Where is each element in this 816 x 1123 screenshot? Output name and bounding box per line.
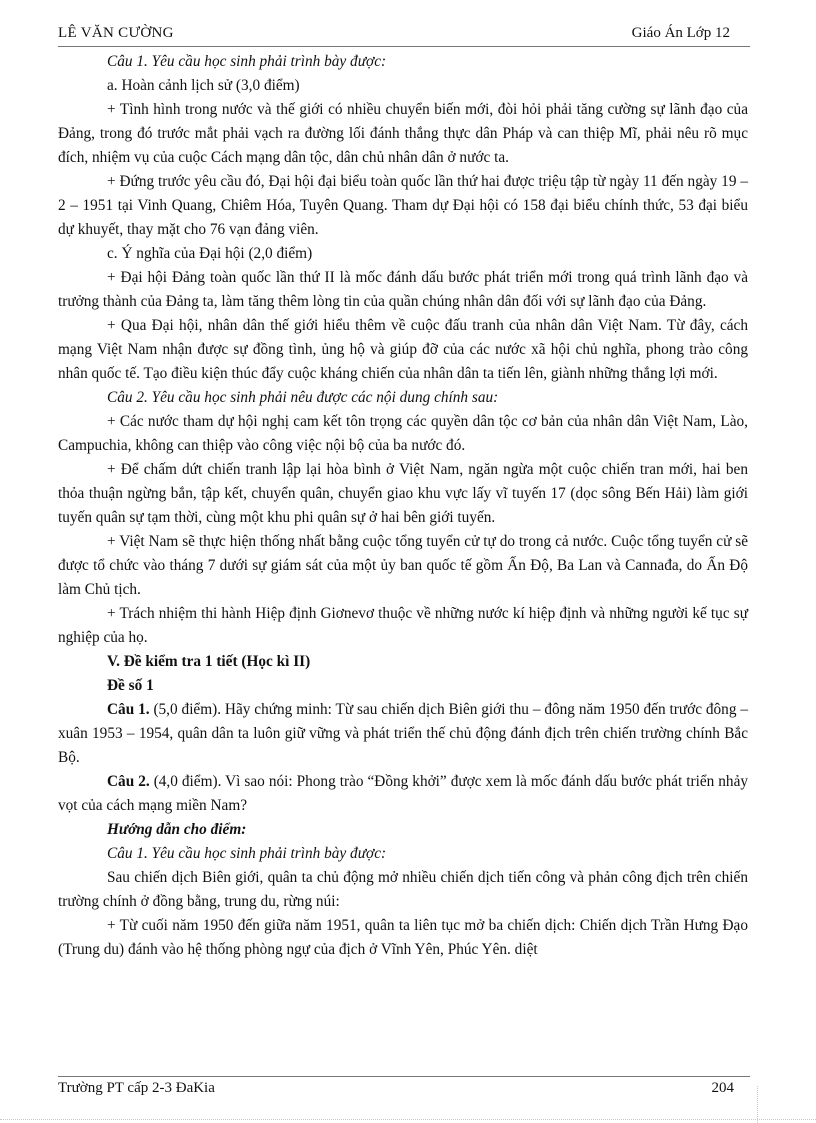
paragraph-text: V. Đề kiểm tra 1 tiết (Học kì II) — [107, 653, 311, 670]
paragraph — [58, 410, 748, 458]
paragraph — [58, 314, 748, 386]
document-body — [58, 50, 748, 962]
paragraph — [58, 74, 748, 98]
paragraph — [58, 386, 748, 410]
paragraph-text: Câu 1. Yêu cầu học sinh phải trình bày được: — [107, 53, 387, 70]
question — [58, 770, 748, 818]
footer-school: Trường PT cấp 2-3 ĐaKia — [58, 1080, 215, 1096]
paragraph-text: + Việt Nam sẽ thực hiện thống nhất bằng cuộc tổng tuyển cử tự do trong cả nước. Cuộc tổng tuyển cử sẽ được tổ chức vào tháng 7 dưới sự giám sát của một ủy ban quốc tế gồm Ấn Độ, Ba Lan và Cannađa, do Ấn Độ làm Chủ tịch. — [58, 533, 748, 598]
paragraph-text: Sau chiến dịch Biên giới, quân ta chủ động mở nhiều chiến dịch tiến công và phản công địch trên chiến trường chính ở đồng bằng, trung du, rừng núi: — [58, 869, 748, 910]
paragraph — [58, 242, 748, 266]
paragraph — [58, 266, 748, 314]
paragraph — [58, 458, 748, 530]
question-label: Câu 1. — [107, 701, 150, 718]
paragraph-text: + Đại hội Đảng toàn quốc lần thứ II là mốc đánh dấu bước phát triển mới trong quá trình lãnh đạo và trưởng thành của Đảng ta, làm tăng thêm lòng tin của quần chúng nhân dân đối với sự lãnh đạo của Đảng. — [58, 269, 748, 310]
paragraph-text: Hướng dẫn cho điểm: — [107, 821, 247, 838]
paragraph-text: Câu 2. Yêu cầu học sinh phải nêu được các nội dung chính sau: — [107, 389, 499, 406]
paragraph — [58, 530, 748, 602]
paragraph — [58, 170, 748, 242]
page-edge-guide — [0, 1119, 816, 1120]
header-divider — [58, 46, 750, 47]
paragraph — [58, 98, 748, 170]
paragraph-text: (4,0 điểm). Vì sao nói: Phong trào “Đồng khởi” được xem là mốc đánh dấu bước phát triển nhảy vọt của cách mạng miền Nam? — [58, 773, 749, 814]
paragraph — [58, 914, 748, 962]
paragraph-text: Câu 1. Yêu cầu học sinh phải trình bày được: — [107, 845, 387, 862]
page-corner-guide — [757, 1086, 758, 1123]
paragraph-text: + Trách nhiệm thi hành Hiệp định Giơnevơ thuộc về những nước kí hiệp định và những người kế tục sự nghiệp của họ. — [58, 605, 748, 646]
paragraph-text: + Để chấm dứt chiến tranh lập lại hòa bình ở Việt Nam, ngăn ngừa một cuộc chiến tran mới, hai ben thỏa thuận ngừng bắn, tập kết, chuyển quân, chuyển giao khu vực lấy vĩ tuyến 17 (dọc sông Bến Hải) làm giới tuyến quân sự tạm thời, cùng một khu phi quân sự ở hai bên giới tuyến. — [58, 461, 748, 526]
paragraph-text: Đề số 1 — [107, 677, 154, 694]
paragraph-text: c. Ý nghĩa của Đại hội (2,0 điểm) — [107, 245, 313, 262]
question-label: Câu 2. — [107, 773, 150, 790]
paragraph — [58, 842, 748, 866]
paragraph-text: (5,0 điểm). Hãy chứng minh: Từ sau chiến dịch Biên giới thu – đông năm 1950 đến trước đông – xuân 1953 – 1954, quân dân ta luôn giữ vững và phát triển thế chủ động đánh địch trên chiến trường chính Bắc Bộ. — [58, 701, 749, 766]
paragraph — [58, 50, 748, 74]
grading-heading — [58, 818, 748, 842]
paragraph — [58, 602, 748, 650]
paragraph-text: a. Hoàn cảnh lịch sử (3,0 điểm) — [107, 77, 300, 94]
exam-title — [58, 674, 748, 698]
header-author: LÊ VĂN CƯỜNG — [58, 25, 174, 41]
paragraph-text: + Đứng trước yêu cầu đó, Đại hội đại biểu toàn quốc lần thứ hai được triệu tập từ ngày 11 đến ngày 19 – 2 – 1951 tại Vinh Quang, Chiêm Hóa, Tuyên Quang. Tham dự Đại hội có 158 đại biểu chính thức, 53 đại biểu dự khuyết, thay mặt cho 76 vạn đảng viên. — [58, 173, 748, 238]
paragraph-text: + Các nước tham dự hội nghị cam kết tôn trọng các quyền dân tộc cơ bản của nhân dân Việt Nam, Lào, Campuchia, không can thiệp vào công việc nội bộ của ba nước đó. — [58, 413, 748, 454]
paragraph-text: + Qua Đại hội, nhân dân thế giới hiểu thêm về cuộc đấu tranh của nhân dân Việt Nam. Từ đây, cách mạng Việt Nam nhận được sự đồng tình, ủng hộ và giúp đỡ của các nước xã hội chủ nghĩa, phong trào công nhân quốc tế. Tạo điều kiện thúc đẩy cuộc kháng chiến của nhân dân ta tiến lên, giành những thắng lợi mới. — [58, 317, 748, 382]
header-subject: Giáo Án Lớp 12 — [631, 25, 730, 41]
page-number: 204 — [711, 1080, 734, 1096]
paragraph-text: + Từ cuối năm 1950 đến giữa năm 1951, quân ta liên tục mở ba chiến dịch: Chiến dịch Trần Hưng Đạo (Trung du) đánh vào hệ thống phòng ngự của địch ở Vĩnh Yên, Phúc Yên. diệt — [58, 917, 748, 958]
paragraph — [58, 866, 748, 914]
footer-divider — [58, 1076, 750, 1077]
section-heading — [58, 650, 748, 674]
paragraph-text: + Tình hình trong nước và thế giới có nhiều chuyển biến mới, đòi hỏi phải tăng cường sự lãnh đạo của Đảng, trong đó trước mắt phải vạch ra đường lối đánh thắng thực dân Pháp và can thiệp Mĩ, phải nêu rõ mục đích, nhiệm vụ của cuộc Cách mạng dân tộc, dân chủ nhân dân ở nước ta. — [58, 101, 748, 166]
question — [58, 698, 748, 770]
